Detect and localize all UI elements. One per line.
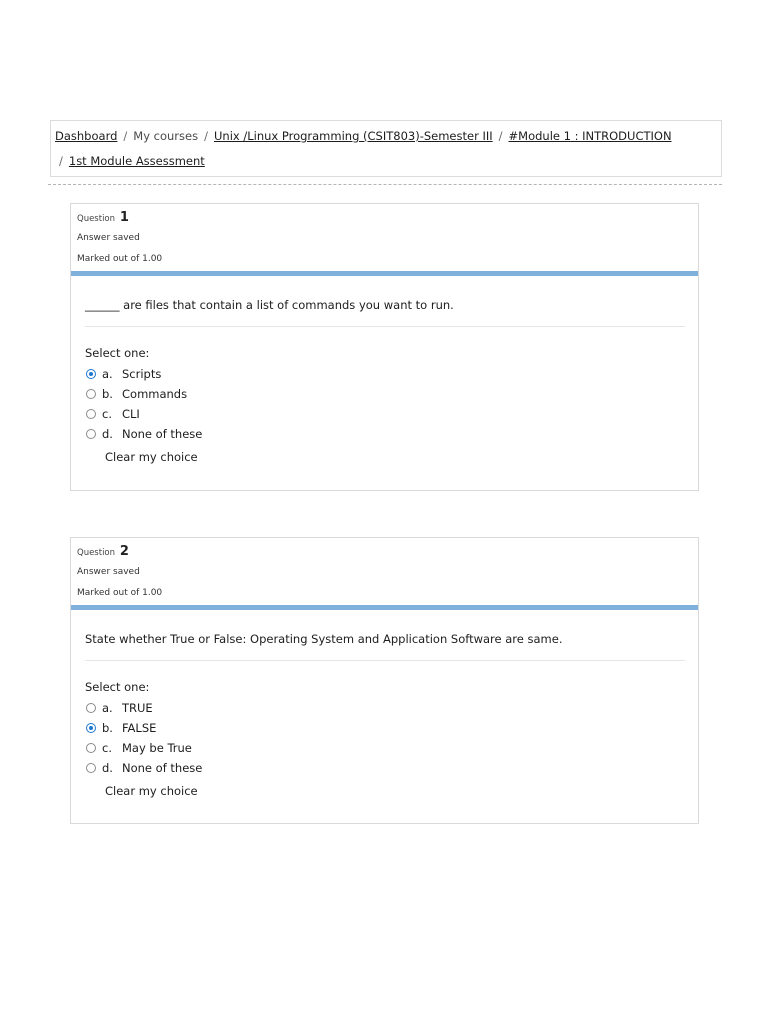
question-title	[77, 209, 698, 229]
breadcrumb-row-1	[55, 124, 721, 149]
breadcrumb-module-link[interactable]: #Module 1 : INTRODUCTION	[508, 129, 672, 143]
breadcrumb	[50, 120, 722, 177]
breadcrumb-assessment-link[interactable]: 1st Module Assessment	[68, 154, 205, 168]
question-text: State whether True or False: Operating System and Application Software are same.	[85, 632, 563, 646]
question-label: Question	[77, 214, 116, 224]
answer-option-b[interactable]	[85, 384, 698, 404]
radio-unselected-icon[interactable]	[86, 409, 96, 419]
answer-letter: a.	[102, 701, 113, 715]
radio-unselected-icon[interactable]	[86, 743, 96, 753]
radio-unselected-icon[interactable]	[86, 389, 96, 399]
answer-option-c[interactable]	[85, 738, 698, 758]
select-one-label: Select one:	[85, 346, 150, 360]
answer-option-a[interactable]	[85, 698, 698, 718]
question-text-block	[85, 276, 685, 327]
answer-option-b[interactable]	[85, 718, 698, 738]
answer-letter: b.	[102, 721, 113, 735]
question-grade: Marked out of 1.00	[77, 588, 163, 598]
answer-text: None of these	[122, 761, 203, 775]
clear-choice-link[interactable]: Clear my choice	[105, 450, 198, 464]
answer-letter: d.	[102, 761, 113, 775]
answer-text: Scripts	[122, 367, 162, 381]
answer-letter: c.	[102, 741, 112, 755]
question-info	[71, 204, 698, 271]
question-content	[71, 276, 698, 467]
question-state: Answer saved	[77, 567, 140, 577]
answer-option-d[interactable]	[85, 424, 698, 444]
answer-text: May be True	[122, 741, 192, 755]
radio-selected-icon[interactable]	[86, 723, 96, 733]
radio-unselected-icon[interactable]	[86, 429, 96, 439]
question-text: ______ are files that contain a list of commands you want to run.	[85, 298, 454, 312]
radio-unselected-icon[interactable]	[86, 763, 96, 773]
answer-text: None of these	[122, 427, 203, 441]
radio-unselected-icon[interactable]	[86, 703, 96, 713]
question-number: 2	[119, 544, 129, 559]
question-number: 1	[119, 210, 129, 225]
page-divider	[48, 184, 722, 185]
radio-selected-icon[interactable]	[86, 369, 96, 379]
answer-text: TRUE	[122, 701, 153, 715]
select-one-label: Select one:	[85, 680, 150, 694]
breadcrumb-separator: /	[498, 129, 503, 143]
question-label: Question	[77, 548, 116, 558]
answer-option-d[interactable]	[85, 758, 698, 778]
breadcrumb-separator: /	[59, 154, 63, 168]
answer-letter: a.	[102, 367, 113, 381]
breadcrumb-dashboard-link[interactable]: Dashboard	[55, 129, 118, 143]
answer-text: FALSE	[122, 721, 157, 735]
breadcrumb-course-link[interactable]: Unix /Linux Programming (CSIT803)-Semester III	[213, 129, 493, 143]
question-info	[71, 538, 698, 605]
question-card-1	[70, 203, 699, 491]
question-content	[71, 610, 698, 801]
question-state: Answer saved	[77, 233, 140, 243]
breadcrumb-separator: /	[123, 129, 128, 143]
clear-choice-link[interactable]: Clear my choice	[105, 784, 198, 798]
question-grade: Marked out of 1.00	[77, 254, 163, 264]
question-title	[77, 543, 698, 563]
answer-letter: d.	[102, 427, 113, 441]
breadcrumb-row-2	[55, 149, 721, 174]
question-text-block	[85, 610, 685, 661]
breadcrumb-my-courses: My courses	[133, 129, 199, 143]
breadcrumb-separator: /	[204, 129, 208, 143]
answer-text: CLI	[122, 407, 140, 421]
answer-text: Commands	[122, 387, 188, 401]
answer-letter: b.	[102, 387, 113, 401]
question-card-2	[70, 537, 699, 824]
answer-option-a[interactable]	[85, 364, 698, 384]
answer-letter: c.	[102, 407, 112, 421]
answer-option-c[interactable]	[85, 404, 698, 424]
